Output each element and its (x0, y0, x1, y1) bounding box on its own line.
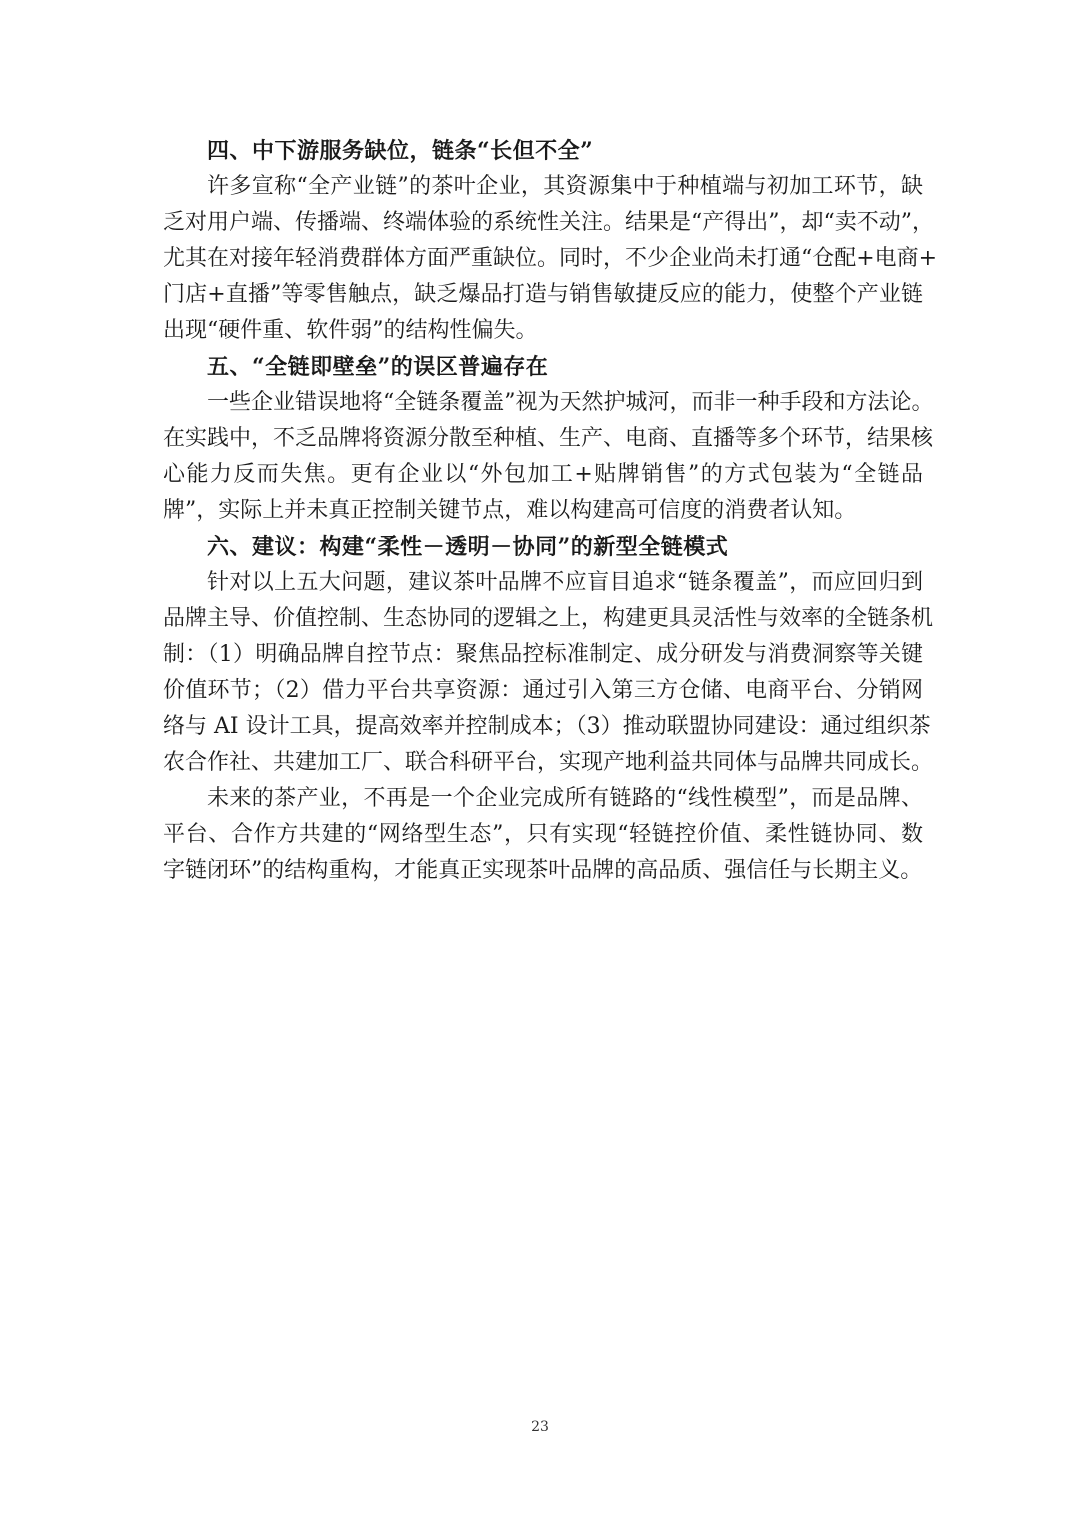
section-6-paragraph-2 (163, 781, 923, 889)
text-line: 未来的茶产业，不再是一个企业完成所有链路的“线性模型”，而是品牌、 (207, 786, 923, 811)
text-line: 门店+直播”等零售触点，缺乏爆品打造与销售敏捷反应的能力，使整个产业链 (163, 282, 923, 307)
text-line: 心能力反而失焦。更有企业以“外包加工+贴牌销售”的方式包装为“全链品 (163, 462, 923, 487)
text-line: 许多宣称“全产业链”的茶叶企业，其资源集中于种植端与初加工环节，缺 (207, 174, 923, 199)
text-line: 针对以上五大问题，建议茶叶品牌不应盲目追求“链条覆盖”，而应回归到 (207, 570, 923, 595)
text-line: 价值环节；（2）借力平台共享资源：通过引入第三方仓储、电商平台、分销网 (163, 678, 923, 703)
text-line: 品牌主导、价值控制、生态协同的逻辑之上，构建更具灵活性与效率的全链条机 (163, 606, 934, 631)
text-line: 一些企业错误地将“全链条覆盖”视为天然护城河，而非一种手段和方法论。 (207, 390, 934, 415)
text-line: 乏对用户端、传播端、终端体验的系统性关注。结果是“产得出”，却“卖不动”， (163, 210, 934, 235)
section-5-paragraph-1 (163, 385, 934, 529)
section-6-paragraph-1 (163, 565, 934, 781)
text-line: 字链闭环”的结构重构，才能真正实现茶叶品牌的高品质、强信任与长期主义。 (163, 858, 923, 883)
text-line: 出现“硬件重、软件弱”的结构性偏失。 (163, 318, 538, 343)
section-heading-6: 六、建议：构建“柔性－透明－协同”的新型全链模式 (207, 534, 729, 560)
text-line: 制：（1）明确品牌自控节点：聚焦品控标准制定、成分研发与消费洞察等关键 (163, 642, 923, 667)
text-line: 牌”，实际上并未真正控制关键节点，难以构建高可信度的消费者认知。 (163, 498, 857, 523)
section-heading-4: 四、中下游服务缺位，链条“长但不全” (207, 138, 594, 164)
text-line: 农合作社、共建加工厂、联合科研平台，实现产地利益共同体与品牌共同成长。 (163, 750, 934, 775)
text-line: 络与 AI 设计工具，提高效率并控制成本；（3）推动联盟协同建设：通过组织茶 (163, 714, 931, 739)
section-4-paragraph-1 (163, 169, 938, 349)
text-line: 平台、合作方共建的“网络型生态”，只有实现“轻链控价值、柔性链协同、数 (163, 822, 923, 847)
text-line: 尤其在对接年轻消费群体方面严重缺位。同时，不少企业尚未打通“仓配+电商+ (163, 246, 938, 271)
document-body (163, 133, 938, 889)
section-heading-5: 五、“全链即壁垒”的误区普遍存在 (207, 354, 549, 380)
text-line: 在实践中，不乏品牌将资源分散至种植、生产、电商、直播等多个环节，结果核 (163, 426, 934, 451)
page-number: 23 (531, 1419, 549, 1435)
